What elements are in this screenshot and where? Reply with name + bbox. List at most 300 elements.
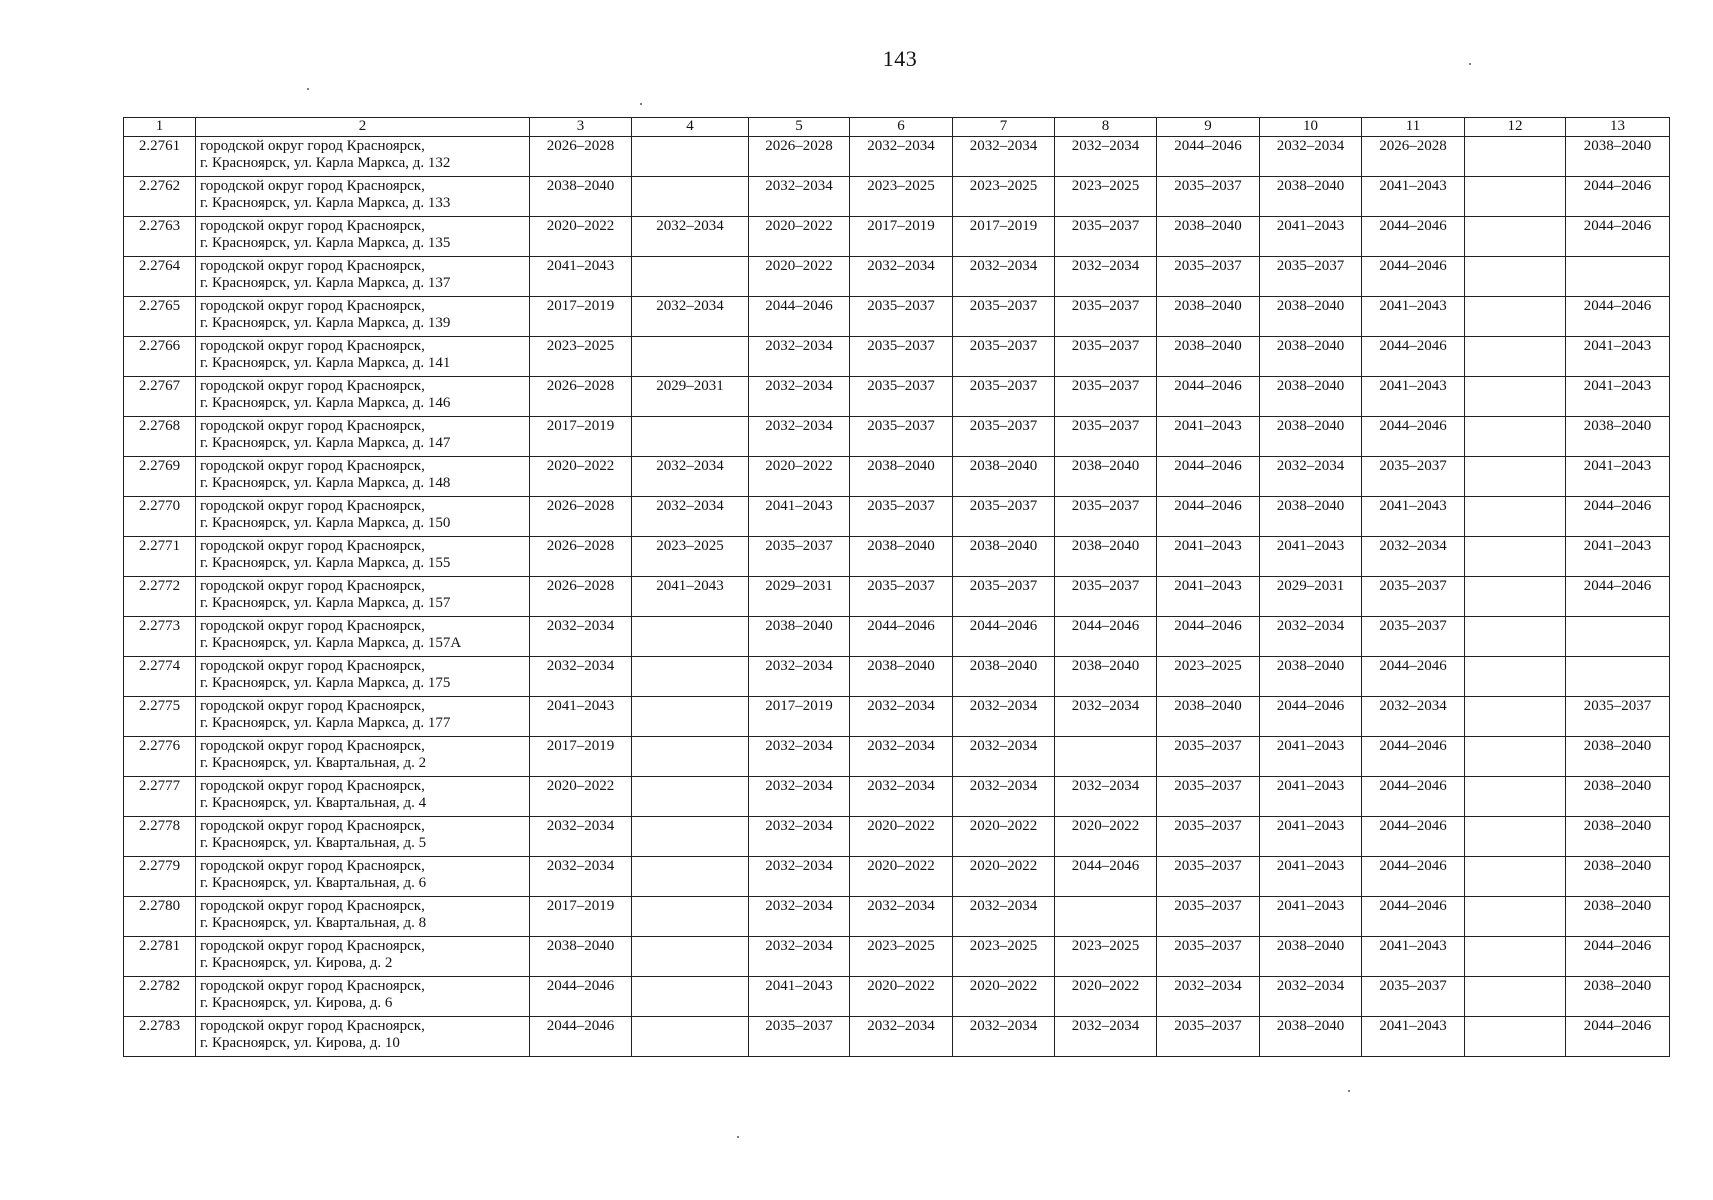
period-cell: 2035–2037 xyxy=(1157,777,1260,817)
address-street: г. Красноярск, ул. Карла Маркса, д. 147 xyxy=(200,435,451,451)
row-number-cell: 2.2783 xyxy=(124,1017,196,1057)
row-number-cell: 2.2768 xyxy=(124,417,196,457)
address-street: г. Красноярск, ул. Карла Маркса, д. 157А xyxy=(200,635,462,651)
period-cell: 2026–2028 xyxy=(530,377,632,417)
period-cell: 2026–2028 xyxy=(530,537,632,577)
period-cell xyxy=(1465,857,1566,897)
period-cell: 2032–2034 xyxy=(1055,257,1157,297)
address-street: г. Красноярск, ул. Карла Маркса, д. 135 xyxy=(200,235,451,251)
address-municipality: городской округ город Красноярск, xyxy=(200,818,425,834)
address-cell xyxy=(196,297,530,337)
period-cell xyxy=(1465,737,1566,777)
period-cell: 2041–2043 xyxy=(1566,337,1670,377)
period-cell: 2038–2040 xyxy=(1260,937,1362,977)
period-cell: 2032–2034 xyxy=(632,217,749,257)
row-number-cell: 2.2771 xyxy=(124,537,196,577)
period-cell xyxy=(1055,897,1157,937)
address-street: г. Красноярск, ул. Карла Маркса, д. 133 xyxy=(200,195,451,211)
period-cell: 2044–2046 xyxy=(1157,377,1260,417)
address-cell xyxy=(196,937,530,977)
period-cell xyxy=(1465,217,1566,257)
table-row xyxy=(124,417,1670,457)
period-cell: 2044–2046 xyxy=(1566,937,1670,977)
period-cell: 2017–2019 xyxy=(530,897,632,937)
period-cell: 2041–2043 xyxy=(1260,857,1362,897)
period-cell xyxy=(632,337,749,377)
period-cell xyxy=(1465,977,1566,1017)
period-cell: 2044–2046 xyxy=(1566,297,1670,337)
period-cell xyxy=(632,1017,749,1057)
period-cell: 2038–2040 xyxy=(953,457,1055,497)
address-cell xyxy=(196,617,530,657)
period-cell: 2032–2034 xyxy=(953,137,1055,177)
period-cell: 2038–2040 xyxy=(530,937,632,977)
period-cell: 2035–2037 xyxy=(1055,377,1157,417)
column-header: 10 xyxy=(1260,118,1362,137)
row-number-cell: 2.2778 xyxy=(124,817,196,857)
period-cell xyxy=(632,737,749,777)
period-cell: 2032–2034 xyxy=(749,777,850,817)
period-cell xyxy=(632,417,749,457)
period-cell: 2035–2037 xyxy=(953,337,1055,377)
period-cell: 2017–2019 xyxy=(749,697,850,737)
address-street: г. Красноярск, ул. Карла Маркса, д. 148 xyxy=(200,475,451,491)
period-cell: 2041–2043 xyxy=(1362,497,1465,537)
address-cell xyxy=(196,817,530,857)
period-cell: 2038–2040 xyxy=(1260,177,1362,217)
table-row xyxy=(124,337,1670,377)
period-cell: 2035–2037 xyxy=(953,377,1055,417)
row-number-cell: 2.2762 xyxy=(124,177,196,217)
address-street: г. Красноярск, ул. Карла Маркса, д. 146 xyxy=(200,395,451,411)
column-header: 9 xyxy=(1157,118,1260,137)
column-header: 12 xyxy=(1465,118,1566,137)
period-cell xyxy=(632,857,749,897)
address-cell xyxy=(196,737,530,777)
address-cell xyxy=(196,537,530,577)
period-cell: 2035–2037 xyxy=(850,417,953,457)
period-cell: 2041–2043 xyxy=(1362,297,1465,337)
period-cell: 2041–2043 xyxy=(1157,537,1260,577)
period-cell: 2029–2031 xyxy=(632,377,749,417)
table-row xyxy=(124,977,1670,1017)
period-cell: 2035–2037 xyxy=(1055,577,1157,617)
period-cell xyxy=(632,257,749,297)
period-cell xyxy=(632,777,749,817)
period-cell: 2020–2022 xyxy=(953,817,1055,857)
period-cell xyxy=(1465,1017,1566,1057)
period-cell: 2038–2040 xyxy=(1260,337,1362,377)
period-cell: 2038–2040 xyxy=(1566,777,1670,817)
period-cell: 2020–2022 xyxy=(530,777,632,817)
period-cell: 2035–2037 xyxy=(953,297,1055,337)
period-cell xyxy=(1566,257,1670,297)
row-number-cell: 2.2766 xyxy=(124,337,196,377)
period-cell: 2035–2037 xyxy=(1362,457,1465,497)
period-cell: 2032–2034 xyxy=(749,657,850,697)
address-cell xyxy=(196,217,530,257)
period-cell xyxy=(632,137,749,177)
period-cell: 2032–2034 xyxy=(953,897,1055,937)
period-cell: 2032–2034 xyxy=(850,137,953,177)
page-number: 143 xyxy=(882,46,918,71)
period-cell: 2032–2034 xyxy=(1055,697,1157,737)
period-cell xyxy=(1465,257,1566,297)
period-cell: 2032–2034 xyxy=(530,617,632,657)
address-cell xyxy=(196,897,530,937)
address-municipality: городской округ город Красноярск, xyxy=(200,258,425,274)
period-cell: 2032–2034 xyxy=(850,1017,953,1057)
period-cell: 2020–2022 xyxy=(749,257,850,297)
period-cell: 2044–2046 xyxy=(1362,897,1465,937)
period-cell: 2032–2034 xyxy=(850,897,953,937)
period-cell: 2044–2046 xyxy=(1362,737,1465,777)
period-cell: 2017–2019 xyxy=(850,217,953,257)
period-cell: 2044–2046 xyxy=(1362,337,1465,377)
header-row xyxy=(124,118,1670,137)
address-cell xyxy=(196,417,530,457)
period-cell: 2032–2034 xyxy=(749,337,850,377)
period-cell: 2035–2037 xyxy=(749,537,850,577)
address-street: г. Красноярск, ул. Карла Маркса, д. 157 xyxy=(200,595,451,611)
scan-speck xyxy=(737,1136,739,1138)
period-cell xyxy=(1465,457,1566,497)
address-municipality: городской округ город Красноярск, xyxy=(200,458,425,474)
table-row xyxy=(124,297,1670,337)
period-cell: 2020–2022 xyxy=(749,217,850,257)
period-cell: 2044–2046 xyxy=(530,1017,632,1057)
period-cell: 2032–2034 xyxy=(1260,617,1362,657)
scan-speck xyxy=(307,88,309,90)
period-cell: 2032–2034 xyxy=(953,697,1055,737)
period-cell: 2041–2043 xyxy=(530,697,632,737)
scan-speck xyxy=(1348,1090,1350,1092)
address-street: г. Красноярск, ул. Квартальная, д. 6 xyxy=(200,875,427,891)
period-cell: 2020–2022 xyxy=(850,857,953,897)
period-cell: 2044–2046 xyxy=(1157,617,1260,657)
period-cell: 2032–2034 xyxy=(1362,537,1465,577)
period-cell xyxy=(632,657,749,697)
row-number-cell: 2.2763 xyxy=(124,217,196,257)
table-row xyxy=(124,217,1670,257)
row-number-cell: 2.2772 xyxy=(124,577,196,617)
period-cell: 2032–2034 xyxy=(749,377,850,417)
period-cell: 2032–2034 xyxy=(749,937,850,977)
address-street: г. Красноярск, ул. Карла Маркса, д. 175 xyxy=(200,675,451,691)
period-cell: 2026–2028 xyxy=(530,497,632,537)
table-row xyxy=(124,177,1670,217)
address-cell xyxy=(196,857,530,897)
address-municipality: городской округ город Красноярск, xyxy=(200,858,425,874)
period-cell xyxy=(1566,657,1670,697)
period-cell: 2038–2040 xyxy=(1566,417,1670,457)
period-cell: 2032–2034 xyxy=(1260,977,1362,1017)
column-header: 7 xyxy=(953,118,1055,137)
address-cell xyxy=(196,577,530,617)
period-cell: 2035–2037 xyxy=(1157,937,1260,977)
period-cell: 2044–2046 xyxy=(749,297,850,337)
row-number-cell: 2.2764 xyxy=(124,257,196,297)
table-row xyxy=(124,377,1670,417)
address-cell xyxy=(196,457,530,497)
period-cell xyxy=(1465,897,1566,937)
table-row xyxy=(124,697,1670,737)
address-municipality: городской округ город Красноярск, xyxy=(200,738,425,754)
period-cell xyxy=(1465,657,1566,697)
period-cell: 2032–2034 xyxy=(749,897,850,937)
period-cell: 2038–2040 xyxy=(1260,497,1362,537)
address-street: г. Красноярск, ул. Карла Маркса, д. 139 xyxy=(200,315,451,331)
address-municipality: городской округ город Красноярск, xyxy=(200,378,425,394)
period-cell: 2041–2043 xyxy=(1260,537,1362,577)
table-row xyxy=(124,577,1670,617)
period-cell: 2023–2025 xyxy=(530,337,632,377)
row-number-cell: 2.2769 xyxy=(124,457,196,497)
period-cell: 2041–2043 xyxy=(1362,937,1465,977)
period-cell: 2035–2037 xyxy=(953,577,1055,617)
address-street: г. Красноярск, ул. Карла Маркса, д. 132 xyxy=(200,155,451,171)
period-cell: 2038–2040 xyxy=(1566,737,1670,777)
period-cell: 2017–2019 xyxy=(530,297,632,337)
period-cell: 2026–2028 xyxy=(749,137,850,177)
period-cell: 2020–2022 xyxy=(530,217,632,257)
period-cell xyxy=(1465,617,1566,657)
period-cell xyxy=(1465,137,1566,177)
period-cell: 2032–2034 xyxy=(953,777,1055,817)
period-cell: 2035–2037 xyxy=(850,577,953,617)
address-street: г. Красноярск, ул. Кирова, д. 6 xyxy=(200,995,393,1011)
period-cell: 2023–2025 xyxy=(953,937,1055,977)
period-cell: 2041–2043 xyxy=(1566,537,1670,577)
row-number-cell: 2.2781 xyxy=(124,937,196,977)
column-header: 13 xyxy=(1566,118,1670,137)
period-cell: 2035–2037 xyxy=(1055,417,1157,457)
address-municipality: городской округ город Красноярск, xyxy=(200,418,425,434)
period-cell: 2020–2022 xyxy=(1055,977,1157,1017)
scan-speck xyxy=(640,103,642,105)
period-cell: 2032–2034 xyxy=(850,737,953,777)
period-cell: 2032–2034 xyxy=(1055,137,1157,177)
period-cell: 2032–2034 xyxy=(1362,697,1465,737)
period-cell: 2038–2040 xyxy=(1055,457,1157,497)
period-cell: 2038–2040 xyxy=(1260,417,1362,457)
address-municipality: городской округ город Красноярск, xyxy=(200,618,425,634)
period-cell xyxy=(1465,297,1566,337)
address-municipality: городской округ город Красноярск, xyxy=(200,578,425,594)
period-cell: 2041–2043 xyxy=(1260,777,1362,817)
period-cell: 2032–2034 xyxy=(1157,977,1260,1017)
table-row xyxy=(124,897,1670,937)
address-street: г. Красноярск, ул. Карла Маркса, д. 141 xyxy=(200,355,451,371)
table-row xyxy=(124,617,1670,657)
period-cell: 2035–2037 xyxy=(1157,817,1260,857)
period-cell: 2035–2037 xyxy=(953,497,1055,537)
period-cell: 2032–2034 xyxy=(749,817,850,857)
address-cell xyxy=(196,337,530,377)
period-cell: 2026–2028 xyxy=(530,137,632,177)
table-row xyxy=(124,937,1670,977)
table-header xyxy=(124,118,1670,137)
period-cell xyxy=(632,937,749,977)
period-cell xyxy=(632,977,749,1017)
period-cell: 2032–2034 xyxy=(749,857,850,897)
period-cell: 2032–2034 xyxy=(632,497,749,537)
period-cell xyxy=(1465,537,1566,577)
period-cell: 2041–2043 xyxy=(1260,737,1362,777)
period-cell: 2026–2028 xyxy=(1362,137,1465,177)
period-cell: 2038–2040 xyxy=(1260,657,1362,697)
period-cell: 2035–2037 xyxy=(850,377,953,417)
period-cell xyxy=(1465,377,1566,417)
repair-schedule-table xyxy=(123,117,1670,1057)
period-cell: 2035–2037 xyxy=(1157,857,1260,897)
period-cell: 2038–2040 xyxy=(1260,377,1362,417)
period-cell: 2032–2034 xyxy=(632,457,749,497)
period-cell: 2038–2040 xyxy=(749,617,850,657)
period-cell xyxy=(1465,937,1566,977)
address-cell xyxy=(196,497,530,537)
period-cell: 2041–2043 xyxy=(632,577,749,617)
address-municipality: городской округ город Красноярск, xyxy=(200,498,425,514)
period-cell: 2032–2034 xyxy=(530,657,632,697)
table-body xyxy=(124,137,1670,1057)
address-municipality: городской округ город Красноярск, xyxy=(200,338,425,354)
address-municipality: городской округ город Красноярск, xyxy=(200,298,425,314)
period-cell: 2023–2025 xyxy=(1157,657,1260,697)
period-cell: 2038–2040 xyxy=(1566,817,1670,857)
period-cell: 2020–2022 xyxy=(850,817,953,857)
period-cell: 2041–2043 xyxy=(749,977,850,1017)
table-row xyxy=(124,457,1670,497)
period-cell xyxy=(1465,817,1566,857)
period-cell: 2044–2046 xyxy=(1362,217,1465,257)
period-cell: 2032–2034 xyxy=(953,1017,1055,1057)
period-cell: 2044–2046 xyxy=(1157,497,1260,537)
period-cell: 2044–2046 xyxy=(1566,1017,1670,1057)
address-street: г. Красноярск, ул. Карла Маркса, д. 155 xyxy=(200,555,451,571)
period-cell: 2038–2040 xyxy=(1260,1017,1362,1057)
period-cell: 2044–2046 xyxy=(1055,617,1157,657)
row-number-cell: 2.2765 xyxy=(124,297,196,337)
period-cell: 2032–2034 xyxy=(1260,457,1362,497)
period-cell: 2038–2040 xyxy=(850,657,953,697)
period-cell: 2038–2040 xyxy=(1566,857,1670,897)
period-cell: 2041–2043 xyxy=(749,497,850,537)
period-cell: 2044–2046 xyxy=(1362,817,1465,857)
period-cell: 2020–2022 xyxy=(1055,817,1157,857)
period-cell: 2023–2025 xyxy=(953,177,1055,217)
period-cell: 2035–2037 xyxy=(953,417,1055,457)
period-cell: 2044–2046 xyxy=(1362,257,1465,297)
address-municipality: городской округ город Красноярск, xyxy=(200,178,425,194)
period-cell: 2044–2046 xyxy=(1157,137,1260,177)
scan-speck xyxy=(1469,63,1471,65)
column-header: 5 xyxy=(749,118,850,137)
period-cell: 2035–2037 xyxy=(1157,177,1260,217)
row-number-cell: 2.2767 xyxy=(124,377,196,417)
row-number-cell: 2.2773 xyxy=(124,617,196,657)
period-cell xyxy=(1465,577,1566,617)
period-cell: 2038–2040 xyxy=(850,537,953,577)
address-municipality: городской округ город Красноярск, xyxy=(200,698,425,714)
period-cell: 2035–2037 xyxy=(1157,1017,1260,1057)
period-cell: 2044–2046 xyxy=(530,977,632,1017)
period-cell: 2038–2040 xyxy=(1566,977,1670,1017)
row-number-cell: 2.2779 xyxy=(124,857,196,897)
table-row xyxy=(124,857,1670,897)
period-cell: 2038–2040 xyxy=(1260,297,1362,337)
period-cell: 2020–2022 xyxy=(530,457,632,497)
period-cell: 2038–2040 xyxy=(1157,337,1260,377)
period-cell xyxy=(1055,737,1157,777)
period-cell: 2038–2040 xyxy=(1566,137,1670,177)
period-cell: 2035–2037 xyxy=(1260,257,1362,297)
address-street: г. Красноярск, ул. Квартальная, д. 4 xyxy=(200,795,427,811)
table-row xyxy=(124,537,1670,577)
period-cell: 2044–2046 xyxy=(953,617,1055,657)
period-cell: 2041–2043 xyxy=(1260,817,1362,857)
period-cell: 2035–2037 xyxy=(1055,217,1157,257)
address-municipality: городской округ город Красноярск, xyxy=(200,778,425,794)
column-header: 2 xyxy=(196,118,530,137)
row-number-cell: 2.2776 xyxy=(124,737,196,777)
period-cell: 2038–2040 xyxy=(530,177,632,217)
period-cell: 2044–2046 xyxy=(1566,497,1670,537)
period-cell xyxy=(632,817,749,857)
period-cell: 2035–2037 xyxy=(1362,617,1465,657)
period-cell: 2044–2046 xyxy=(1362,777,1465,817)
table-row xyxy=(124,137,1670,177)
period-cell: 2023–2025 xyxy=(1055,177,1157,217)
table-row xyxy=(124,497,1670,537)
period-cell: 2032–2034 xyxy=(749,417,850,457)
period-cell: 2020–2022 xyxy=(749,457,850,497)
period-cell xyxy=(1465,417,1566,457)
period-cell: 2038–2040 xyxy=(1157,697,1260,737)
period-cell: 2035–2037 xyxy=(1157,737,1260,777)
period-cell: 2035–2037 xyxy=(850,337,953,377)
period-cell: 2035–2037 xyxy=(749,1017,850,1057)
period-cell: 2035–2037 xyxy=(1362,577,1465,617)
period-cell xyxy=(632,617,749,657)
column-header: 11 xyxy=(1362,118,1465,137)
column-header: 4 xyxy=(632,118,749,137)
period-cell: 2041–2043 xyxy=(1157,577,1260,617)
period-cell: 2020–2022 xyxy=(953,977,1055,1017)
period-cell: 2023–2025 xyxy=(850,937,953,977)
period-cell: 2041–2043 xyxy=(1566,457,1670,497)
address-municipality: городской округ город Красноярск, xyxy=(200,218,425,234)
address-cell xyxy=(196,657,530,697)
row-number-cell: 2.2775 xyxy=(124,697,196,737)
address-municipality: городской округ город Красноярск, xyxy=(200,658,425,674)
period-cell: 2038–2040 xyxy=(953,537,1055,577)
period-cell: 2041–2043 xyxy=(1362,177,1465,217)
address-municipality: городской округ город Красноярск, xyxy=(200,938,425,954)
row-number-cell: 2.2770 xyxy=(124,497,196,537)
period-cell: 2035–2037 xyxy=(1055,337,1157,377)
address-street: г. Красноярск, ул. Квартальная, д. 2 xyxy=(200,755,427,771)
address-cell xyxy=(196,777,530,817)
address-municipality: городской округ город Красноярск, xyxy=(200,898,425,914)
period-cell: 2038–2040 xyxy=(1157,297,1260,337)
period-cell: 2029–2031 xyxy=(1260,577,1362,617)
period-cell: 2041–2043 xyxy=(1157,417,1260,457)
table-row xyxy=(124,817,1670,857)
period-cell: 2032–2034 xyxy=(632,297,749,337)
address-municipality: городской округ город Красноярск, xyxy=(200,1018,425,1034)
address-cell xyxy=(196,177,530,217)
